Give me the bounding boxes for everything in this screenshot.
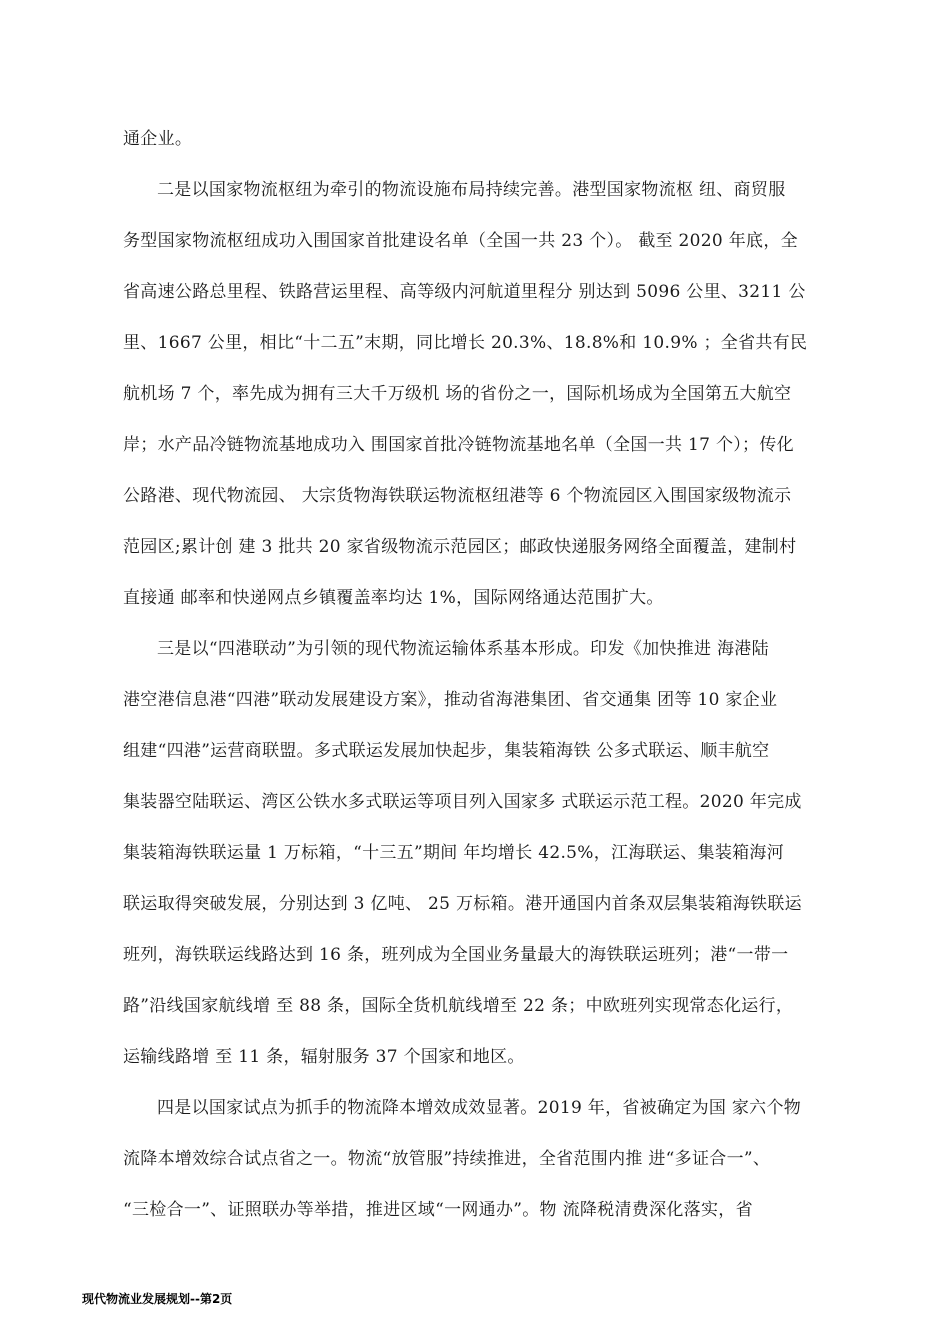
text-line: 路”沿线国家航线增 至 88 条，国际全货机航线增至 22 条；中欧班列实现常态化运行，	[123, 996, 794, 1016]
text-line: 公路港、现代物流园、 大宗货物海铁联运物流枢纽港等 6 个物流园区入围国家级物流示	[123, 486, 792, 506]
text-line: 通企业。	[123, 129, 193, 149]
text-line: 岸；水产品冷链物流基地成功入 围国家首批冷链物流基地名单（全国一共 17 个）；传化	[123, 435, 794, 455]
text-line: 组建“四港”运营商联盟。多式联运发展加快起步，集装箱海铁 公多式联运、顺丰航空	[123, 741, 770, 761]
text-line: 运输线路增 至 11 条，辐射服务 37 个国家和地区。	[123, 1047, 525, 1067]
page-footer: 现代物流业发展规划--第2页	[82, 1292, 233, 1306]
text-line: 范园区;累计创 建 3 批共 20 家省级物流示范园区；邮政快递服务网络全面覆盖，建制村	[123, 537, 797, 557]
text-line: 集装器空陆联运、湾区公铁水多式联运等项目列入国家多 式联运示范工程。2020 年完成	[123, 792, 802, 812]
text-line: 二是以国家物流枢纽为牵引的物流设施布局持续完善。港型国家物流枢 纽、商贸服	[157, 180, 786, 200]
text-line: 航机场 7 个，率先成为拥有三大千万级机 场的省份之一，国际机场成为全国第五大航空	[123, 384, 792, 404]
text-line: 港空港信息港“四港”联动发展建设方案》，推动省海港集团、省交通集 团等 10 家企业	[123, 690, 778, 710]
text-line: 四是以国家试点为抓手的物流降本增效成效显著。2019 年，省被确定为国 家六个物	[157, 1098, 802, 1118]
text-line: 集装箱海铁联运量 1 万标箱，“十三五”期间 年均增长 42.5%，江海联运、集装箱海河	[123, 843, 785, 863]
text-line: 直接通 邮率和快递网点乡镇覆盖率均达 1%，国际网络通达范围扩大。	[123, 588, 664, 608]
text-line: 务型国家物流枢纽成功入围国家首批建设名单（全国一共 23 个）。 截至 2020 年底，全	[123, 231, 798, 251]
text-line: “三检合一”、证照联办等举措，推进区域“一网通办”。物 流降税清费深化落实，省	[123, 1200, 753, 1220]
text-line: 联运取得突破发展，分别达到 3 亿吨、 25 万标箱。港开通国内首条双层集装箱海铁联运	[123, 894, 802, 914]
text-line: 里、1667 公里，相比“十二五”末期，同比增长 20.3%、18.8%和 10.9% ；全省共有民	[123, 333, 808, 353]
text-line: 三是以“四港联动”为引领的现代物流运输体系基本形成。印发《加快推进 海港陆	[157, 639, 769, 659]
text-line: 省高速公路总里程、铁路营运里程、高等级内河航道里程分 别达到 5096 公里、3211 公	[123, 282, 806, 302]
text-line: 流降本增效综合试点省之一。物流“放管服”持续推进，全省范围内推 进“多证合一”、	[123, 1149, 771, 1169]
text-line: 班列，海铁联运线路达到 16 条，班列成为全国业务量最大的海铁联运班列；港“一带一	[123, 945, 789, 965]
